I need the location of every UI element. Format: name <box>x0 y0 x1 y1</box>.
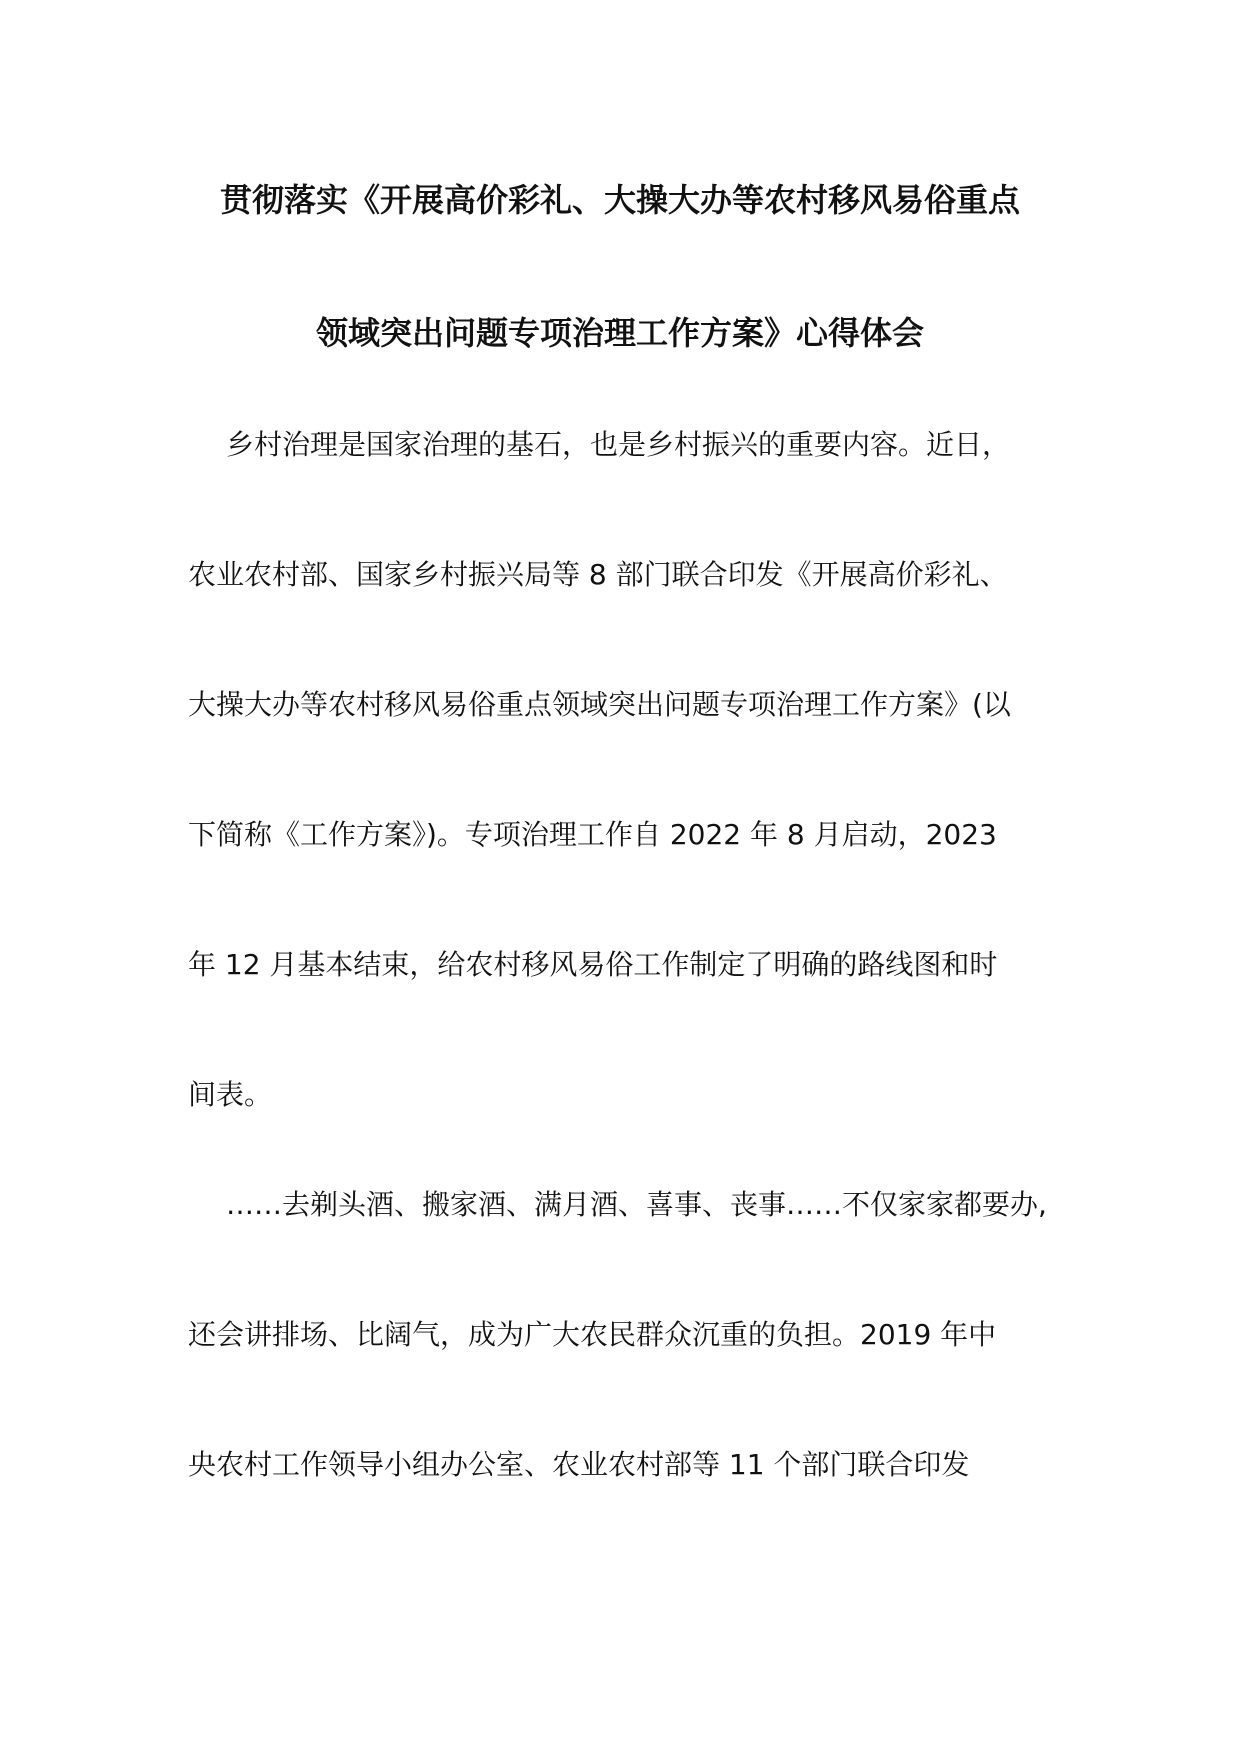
paragraph-1-line-3: 大操大办等农村移风易俗重点领域突出问题专项治理工作方案》(以 <box>188 688 1011 721</box>
document-title-line-2: 领域突出问题专项治理工作方案》心得体会 <box>315 314 924 352</box>
paragraph-2-line-3: 央农村工作领导小组办公室、农业农村部等 11 个部门联合印发 <box>188 1448 970 1481</box>
paragraph-2-line-2: 还会讲排场、比阔气，成为广大农民群众沉重的负担。2019 年中 <box>188 1318 997 1351</box>
paragraph-1-line-4: 下简称《工作方案》)。专项治理工作自 2022 年 8 月启动，2023 <box>188 818 997 851</box>
paragraph-2-line-1: ……去剃头酒、搬家酒、满月酒、喜事、丧事……不仅家家都要办, <box>226 1188 1047 1221</box>
paragraph-1-line-6: 间表。 <box>188 1078 273 1111</box>
paragraph-1-line-2: 农业农村部、国家乡村振兴局等 8 部门联合印发《开展高价彩礼、 <box>188 558 1008 591</box>
paragraph-1-line-5: 年 12 月基本结束，给农村移风易俗工作制定了明确的路线图和时 <box>188 948 998 981</box>
document-title-line-1: 贯彻落实《开展高价彩礼、大操大办等农村移风易俗重点 <box>219 181 1020 219</box>
paragraph-1-line-1: 乡村治理是国家治理的基石，也是乡村振兴的重要内容。近日， <box>226 428 1011 461</box>
